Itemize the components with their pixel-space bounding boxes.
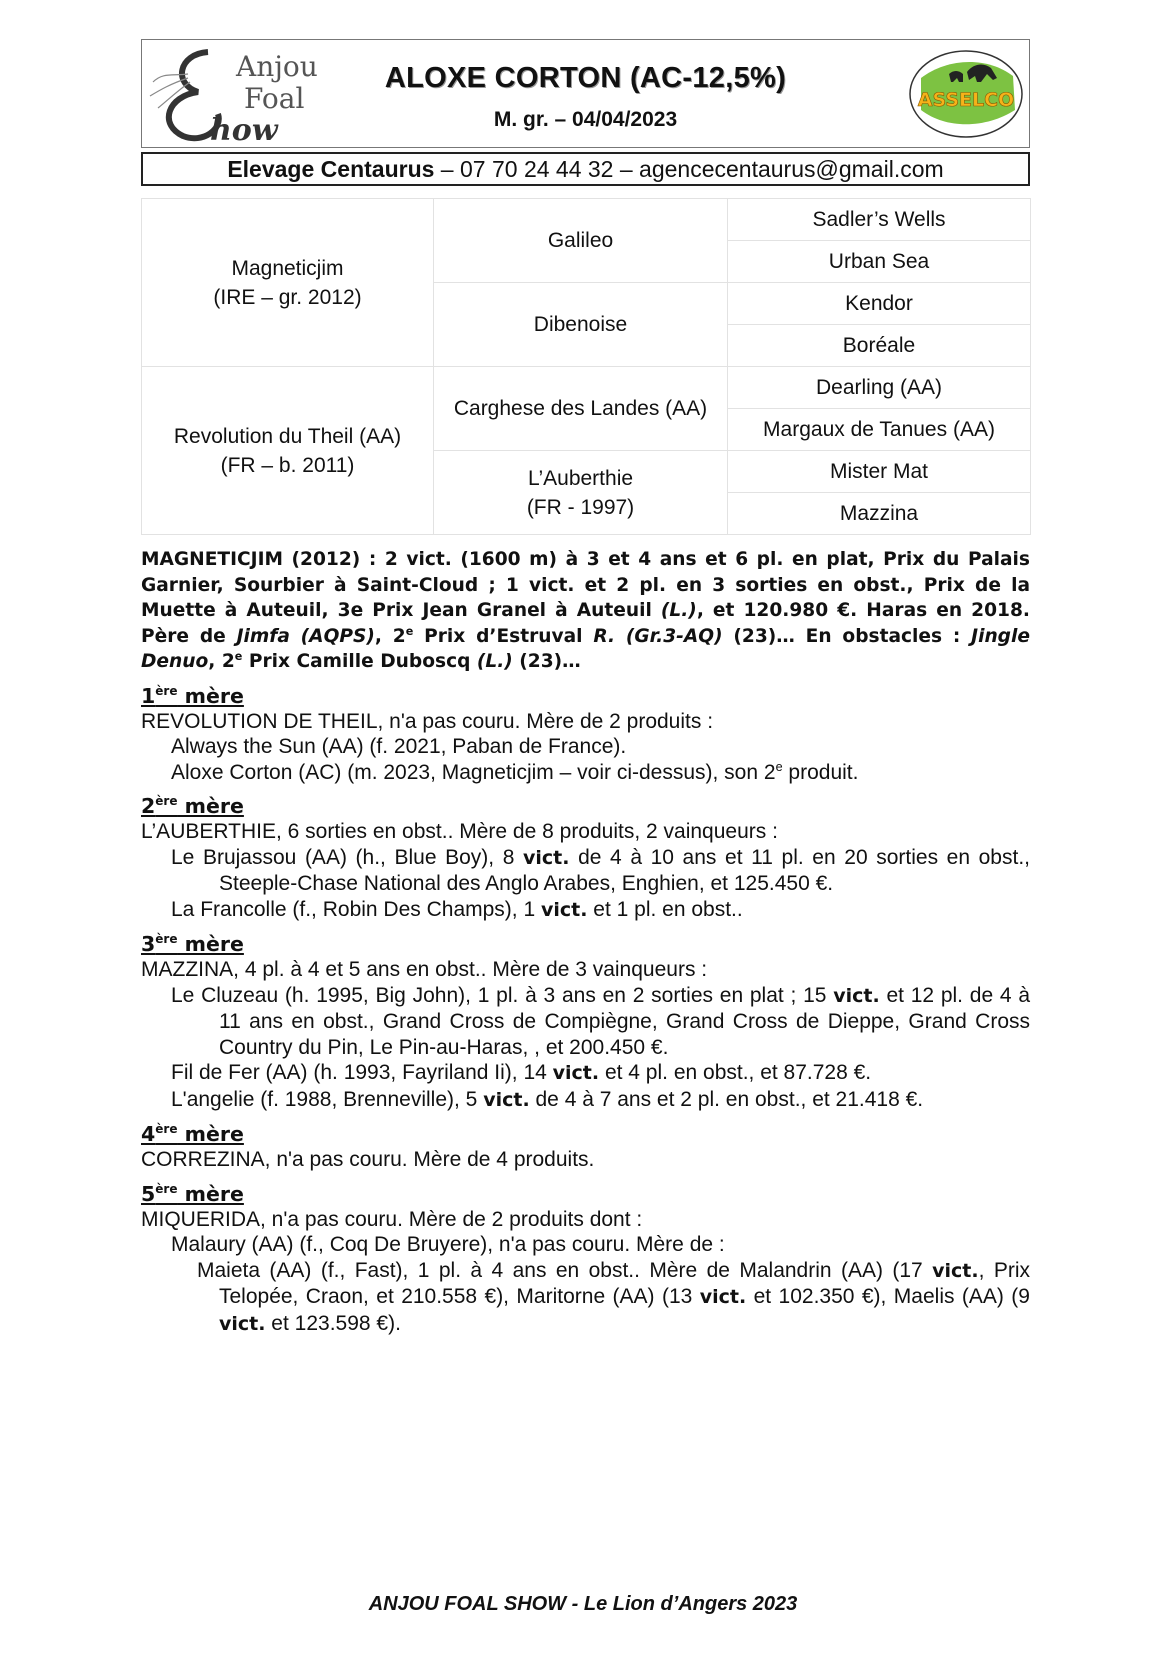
- page-footer: ANJOU FOAL SHOW - Le Lion d’Angers 2023: [368, 1593, 798, 1615]
- breeder-contact: [141, 152, 1030, 186]
- pedigree-g3-3: Kendor: [728, 283, 1031, 325]
- mere1-produit-1: Always the Sun (AA) (f. 2021, Paban de France).: [171, 735, 627, 758]
- pedigree-table: [141, 198, 1031, 535]
- svg-text:Foal: Foal: [244, 82, 305, 115]
- pedigree-dam-sire: Carghese des Landes (AA): [434, 367, 728, 451]
- mere5-intro: MIQUERIDA, n'a pas couru. Mère de 2 produits dont :: [141, 1207, 643, 1231]
- mere4-intro: CORREZINA, n'a pas couru. Mère de 4 produits.: [141, 1148, 595, 1171]
- section-heading-mere-3: 3ère mère: [141, 932, 244, 956]
- breeder-phone-email: – 07 70 24 44 32 – agencecentaurus@gmail.com: [434, 156, 944, 182]
- pedigree-g3-7: Mister Mat: [728, 451, 1031, 493]
- mere2-produit-2: La Francolle (f., Robin Des Champs), 1 vict. et 1 pl. en obst..: [171, 897, 743, 921]
- mere3-intro: MAZZINA, 4 pl. à 4 et 5 ans en obst.. Mère de 3 vainqueurs :: [141, 958, 708, 981]
- asselco-logo-text: ASSELCO: [917, 89, 1015, 111]
- pedigree-g3-5: Dearling (AA): [728, 367, 1031, 409]
- page-subtitle: M. gr. – 04/04/2023: [493, 108, 678, 131]
- mere5-produit-1: Malaury (AA) (f., Coq De Bruyere), n'a pas couru. Mère de :: [171, 1233, 725, 1256]
- breeder-name: Elevage Centaurus: [227, 156, 435, 182]
- mere1-produit-2: Aloxe Corton (AC) (m. 2023, Magneticjim – voir ci-dessus), son 2e produit.: [171, 759, 859, 784]
- document-page: [141, 39, 1030, 1337]
- pedigree-sire: Magneticjim (IRE – gr. 2012): [142, 199, 434, 367]
- pedigree-g3-8: Mazzina: [728, 493, 1031, 535]
- mere3-produit-3: L'angelie (f. 1988, Brenneville), 5 vict. de 4 à 7 ans et 2 pl. en obst., et 21.418 €.: [171, 1087, 924, 1111]
- pedigree-dam-dam: L’Auberthie (FR - 1997): [434, 451, 728, 535]
- page-title: ALOXE CORTON (AC-12,5%): [384, 62, 787, 94]
- svg-text:Anjou: Anjou: [236, 50, 318, 83]
- pedigree-sire-sire: Galileo: [434, 199, 728, 283]
- sire-record: MAGNETICJIM (2012) : 2 vict. (1600 m) à 3 et 4 ans et 6 pl. en plat, Prix du Palais Garnier, Sourbier à Saint-Cloud ; 1 vict. et 2 pl. en 3 sorties en obst., Prix de la Muette à Auteuil, 3e Prix Jean Granel à Auteuil (L.), et 120.980 €. Haras en 2018. Père de Jimfa (AQPS), 2e Prix d’Estruval R. (Gr.3-AQ) (23)… En obstacles : Jingle Denuo, 2e Prix Camille Duboscq (L.) (23)…: [141, 549, 1030, 672]
- mere3-produit-2: Fil de Fer (AA) (h. 1993, Fayriland Ii), 14 vict. et 4 pl. en obst., et 87.728 €.: [171, 1061, 872, 1084]
- pedigree-g3-1: Sadler’s Wells: [728, 199, 1031, 241]
- section-heading-mere-4: 4ère mère: [141, 1122, 244, 1146]
- section-heading-mere-5: 5ère mère: [141, 1181, 244, 1206]
- svg-text:how: how: [210, 113, 278, 144]
- pedigree-g3-6: Margaux de Tanues (AA): [728, 409, 1031, 451]
- pedigree-sire-dam: Dibenoise: [434, 283, 728, 367]
- mere2-intro: L’AUBERTHIE, 6 sorties en obst.. Mère de 8 produits, 2 vainqueurs :: [141, 820, 778, 843]
- pedigree-g3-2: Urban Sea: [728, 241, 1031, 283]
- pedigree-g3-4: Boréale: [728, 325, 1031, 367]
- mere2-produit-1: Le Brujassou (AA) (h., Blue Boy), 8 vict. de 4 à 10 ans et 11 pl. en 20 sorties en obst., Steeple-Chase National des Anglo Arabes, Enghien, et 125.450 €.: [171, 845, 1030, 895]
- section-heading-mere-2: 2ère mère: [141, 794, 244, 818]
- pedigree-dam: Revolution du Theil (AA) (FR – b. 2011): [142, 367, 434, 535]
- mere3-produit-1: Le Cluzeau (h. 1995, Big John), 1 pl. à 3 ans en 2 sorties en plat ; 15 vict. et 12 pl. de 4 à 11 ans en obst., Grand Cross de Compiègne, Grand Cross de Dieppe, Grand Cross Country du Pin, Le Pin-au-Haras, , et 200.450 €.: [171, 983, 1031, 1059]
- header-box: [141, 39, 1030, 148]
- mere1-intro: REVOLUTION DE THEIL, n'a pas couru. Mère de 2 produits :: [141, 709, 714, 733]
- mere5-produit-2: Maieta (AA) (f., Fast), 1 pl. à 4 ans en obst.. Mère de Malandrin (AA) (17 vict., Prix Telopée, Craon, et 210.558 €), Maritorne (AA) (13 vict. et 102.350 €), Maelis (AA) (9 vict. et 123.598 €).: [197, 1258, 1030, 1335]
- section-heading-mere-1: 1ère mère: [141, 683, 244, 708]
- asselco-logo: [907, 48, 1025, 140]
